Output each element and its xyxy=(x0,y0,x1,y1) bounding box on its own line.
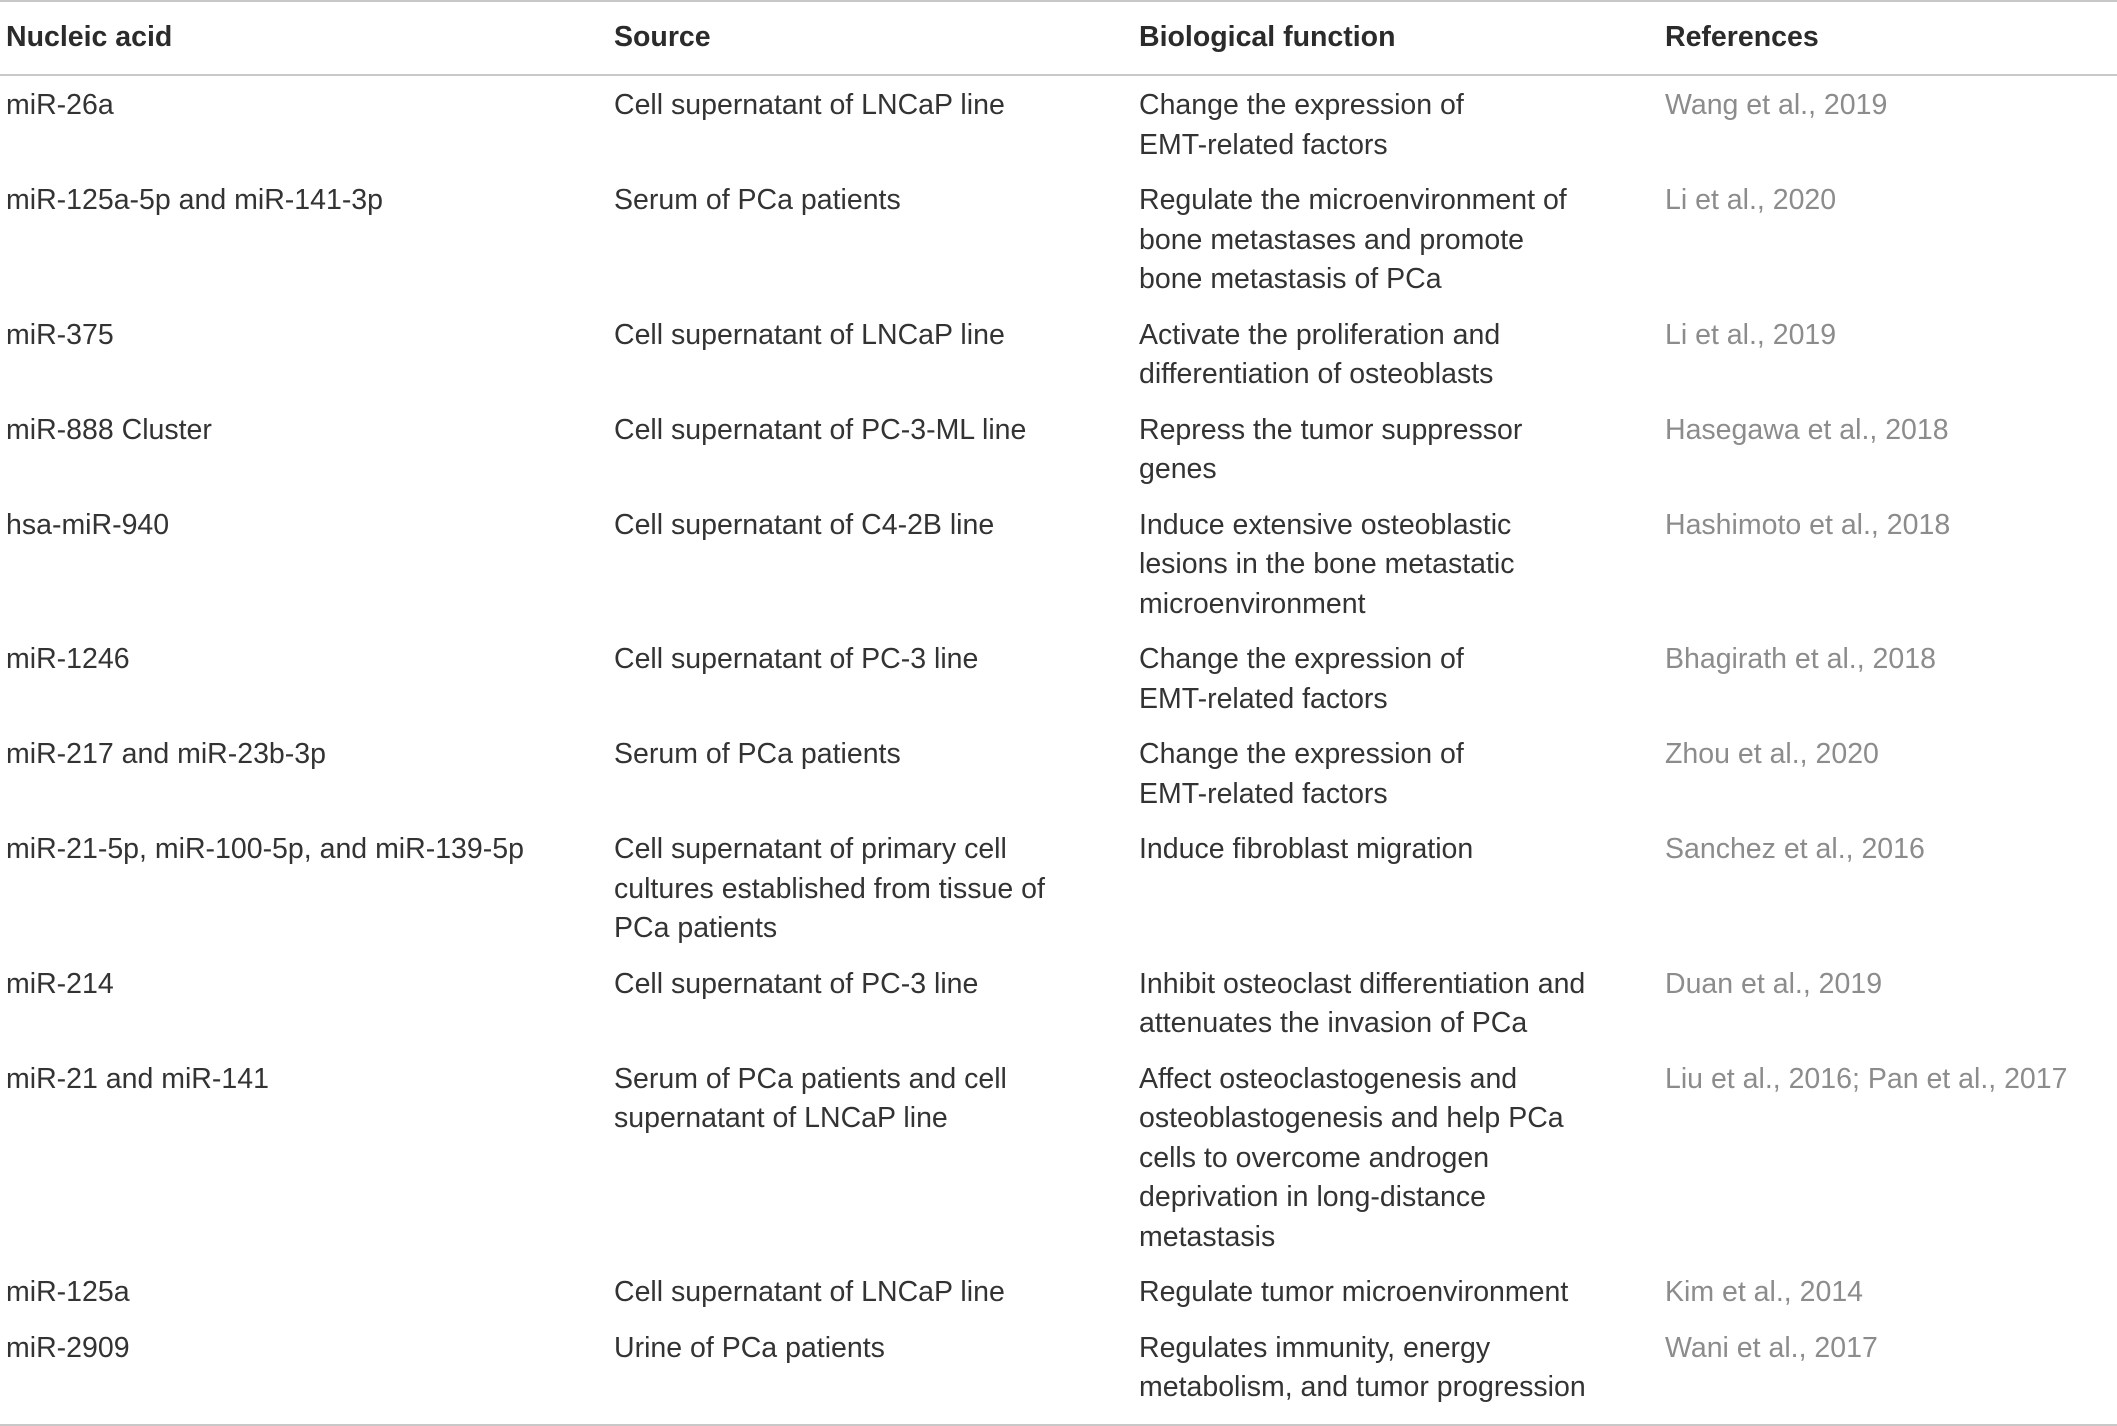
cell-line: Change the expression of xyxy=(1139,738,1464,770)
header-row xyxy=(0,1,2117,75)
cell-biological-function xyxy=(1133,75,1659,173)
cell-source xyxy=(608,1052,1133,1266)
table-row xyxy=(0,403,2117,498)
cell-source: Cell supernatant of PC-3 line xyxy=(614,643,979,675)
cell-nucleic-acid: miR-1246 xyxy=(6,643,130,675)
cell-nucleic-acid: miR-375 xyxy=(6,318,114,351)
cell-line: Affect osteoclastogenesis and xyxy=(1139,1062,1518,1095)
reference-link[interactable]: Hasegawa et al., 2018 xyxy=(1665,413,1949,446)
cell-line: bone metastases and promote xyxy=(1139,223,1524,256)
cell-nucleic-acid: miR-26a xyxy=(6,89,114,121)
cell-source: Cell supernatant of LNCaP line xyxy=(614,1276,1005,1308)
cell-references xyxy=(1659,75,2117,173)
cell-references xyxy=(1659,957,2117,1052)
cell-line: PCa patients xyxy=(614,912,778,944)
cell-source: Cell supernatant of LNCaP line xyxy=(614,318,1005,351)
cell-line: lesions in the bone metastatic xyxy=(1139,548,1515,580)
cell-line: EMT-related factors xyxy=(1139,682,1388,715)
reference-link[interactable]: Sanchez et al., 2016 xyxy=(1665,833,1925,865)
cell-biological-function xyxy=(1133,957,1659,1052)
cell-nucleic-acid: miR-125a-5p and miR-141-3p xyxy=(6,184,384,216)
table-row xyxy=(0,632,2117,727)
table-row xyxy=(0,1265,2117,1321)
cell-line: Activate the proliferation and xyxy=(1139,318,1501,351)
cell-line: supernatant of LNCaP line xyxy=(614,1102,948,1134)
cell-line: Regulates immunity, energy xyxy=(1139,1331,1491,1364)
cell-references xyxy=(1659,1052,2117,1266)
table-row xyxy=(0,957,2117,1052)
cell-line: attenuates the invasion of PCa xyxy=(1139,1007,1528,1039)
cell-source: Cell supernatant of C4-2B line xyxy=(614,508,995,541)
cell-line: Induce extensive osteoblastic xyxy=(1139,508,1512,541)
cell-line: osteoblastogenesis and help PCa xyxy=(1139,1102,1564,1134)
cell-line: Inhibit osteoclast differentiation and xyxy=(1139,967,1586,1000)
cell-nucleic-acid: miR-888 Cluster xyxy=(6,413,212,446)
cell-source: Cell supernatant of LNCaP line xyxy=(614,89,1005,121)
table-row xyxy=(0,1321,2117,1425)
cell-line: genes xyxy=(1139,453,1217,485)
cell-line: bone metastasis of PCa xyxy=(1139,263,1442,295)
cell-nucleic-acid: hsa-miR-940 xyxy=(6,508,170,541)
reference-link[interactable]: Zhou et al., 2020 xyxy=(1665,738,1879,770)
cell-nucleic-acid: miR-21-5p, miR-100-5p, and miR-139-5p xyxy=(6,833,524,865)
cell-source: Urine of PCa patients xyxy=(614,1331,885,1364)
cell-references xyxy=(1659,1265,2117,1321)
reference-link[interactable]: Liu et al., 2016 xyxy=(1665,1062,1852,1095)
table-row xyxy=(0,498,2117,633)
cell-biological-function xyxy=(1133,308,1659,403)
cell-nucleic-acid: miR-214 xyxy=(6,967,114,1000)
header-nucleic-acid: Nucleic acid xyxy=(6,21,173,54)
cell-references xyxy=(1659,498,2117,633)
cell-source: Serum of PCa patients xyxy=(614,184,901,216)
cell-nucleic-acid: miR-2909 xyxy=(6,1331,130,1364)
cell-line: differentiation of osteoblasts xyxy=(1139,358,1494,390)
reference-link[interactable]: Duan et al., 2019 xyxy=(1665,967,1883,1000)
cell-nucleic-acid: miR-217 and miR-23b-3p xyxy=(6,738,326,770)
table-row xyxy=(0,173,2117,308)
reference-link[interactable]: Li et al., 2020 xyxy=(1665,184,1837,216)
cell-nucleic-acid: miR-125a xyxy=(6,1276,130,1308)
cell-line: microenvironment xyxy=(1139,587,1366,620)
cell-line: Induce fibroblast migration xyxy=(1139,833,1474,865)
cell-line: Serum of PCa patients and cell xyxy=(614,1062,1007,1095)
cell-line: EMT-related factors xyxy=(1139,777,1388,810)
header-biological-function: Biological function xyxy=(1139,21,1396,54)
cell-line: cells to overcome androgen xyxy=(1139,1141,1490,1174)
cell-line: metastasis xyxy=(1139,1220,1276,1253)
cell-line: Change the expression of xyxy=(1139,643,1464,675)
table-row xyxy=(0,1052,2117,1266)
reference-link[interactable]: Hashimoto et al., 2018 xyxy=(1665,508,1951,541)
cell-source: Cell supernatant of PC-3-ML line xyxy=(614,413,1027,446)
cell-biological-function xyxy=(1133,1052,1659,1266)
header-references: References xyxy=(1665,21,1819,54)
table-row xyxy=(0,308,2117,403)
reference-link[interactable]: Wang et al., 2019 xyxy=(1665,89,1888,121)
cell-line: Repress the tumor suppressor xyxy=(1139,413,1523,446)
table-row xyxy=(0,822,2117,957)
cell-line: cultures established from tissue of xyxy=(614,872,1045,905)
cell-line: deprivation in long-distance xyxy=(1139,1181,1486,1213)
reference-separator: ; xyxy=(1851,1062,1868,1095)
cell-biological-function xyxy=(1133,173,1659,308)
cell-source: Cell supernatant of PC-3 line xyxy=(614,967,979,1000)
header-source: Source xyxy=(614,21,711,54)
cell-biological-function xyxy=(1133,727,1659,822)
table-row xyxy=(0,75,2117,173)
cell-source xyxy=(608,822,1133,957)
table-header xyxy=(0,1,2117,75)
cell-line: Regulate tumor microenvironment xyxy=(1139,1276,1569,1308)
cell-line: metabolism, and tumor progression xyxy=(1139,1371,1586,1403)
reference-link[interactable]: Li et al., 2019 xyxy=(1665,318,1837,351)
cell-source: Serum of PCa patients xyxy=(614,738,901,770)
cell-line: EMT-related factors xyxy=(1139,128,1388,161)
table-body xyxy=(0,75,2117,1425)
cell-references xyxy=(1659,308,2117,403)
cell-line: Regulate the microenvironment of xyxy=(1139,184,1567,216)
cell-biological-function xyxy=(1133,1265,1659,1321)
cell-references xyxy=(1659,822,2117,957)
cell-references xyxy=(1659,632,2117,727)
cell-biological-function xyxy=(1133,403,1659,498)
cell-biological-function xyxy=(1133,498,1659,633)
cell-line: Cell supernatant of primary cell xyxy=(614,833,1007,865)
cell-biological-function xyxy=(1133,822,1659,957)
table-row xyxy=(0,727,2117,822)
reference-link[interactable]: Pan et al., 2017 xyxy=(1867,1062,2068,1095)
cell-references xyxy=(1659,173,2117,308)
reference-link[interactable]: Kim et al., 2014 xyxy=(1665,1276,1864,1308)
cell-references xyxy=(1659,1321,2117,1425)
cell-references xyxy=(1659,403,2117,498)
cell-biological-function xyxy=(1133,632,1659,727)
reference-link[interactable]: Bhagirath et al., 2018 xyxy=(1665,643,1936,675)
cell-nucleic-acid: miR-21 and miR-141 xyxy=(6,1062,269,1095)
cell-line: Change the expression of xyxy=(1139,89,1464,121)
cell-references xyxy=(1659,727,2117,822)
cell-biological-function xyxy=(1133,1321,1659,1425)
reference-link[interactable]: Wani et al., 2017 xyxy=(1665,1331,1878,1364)
